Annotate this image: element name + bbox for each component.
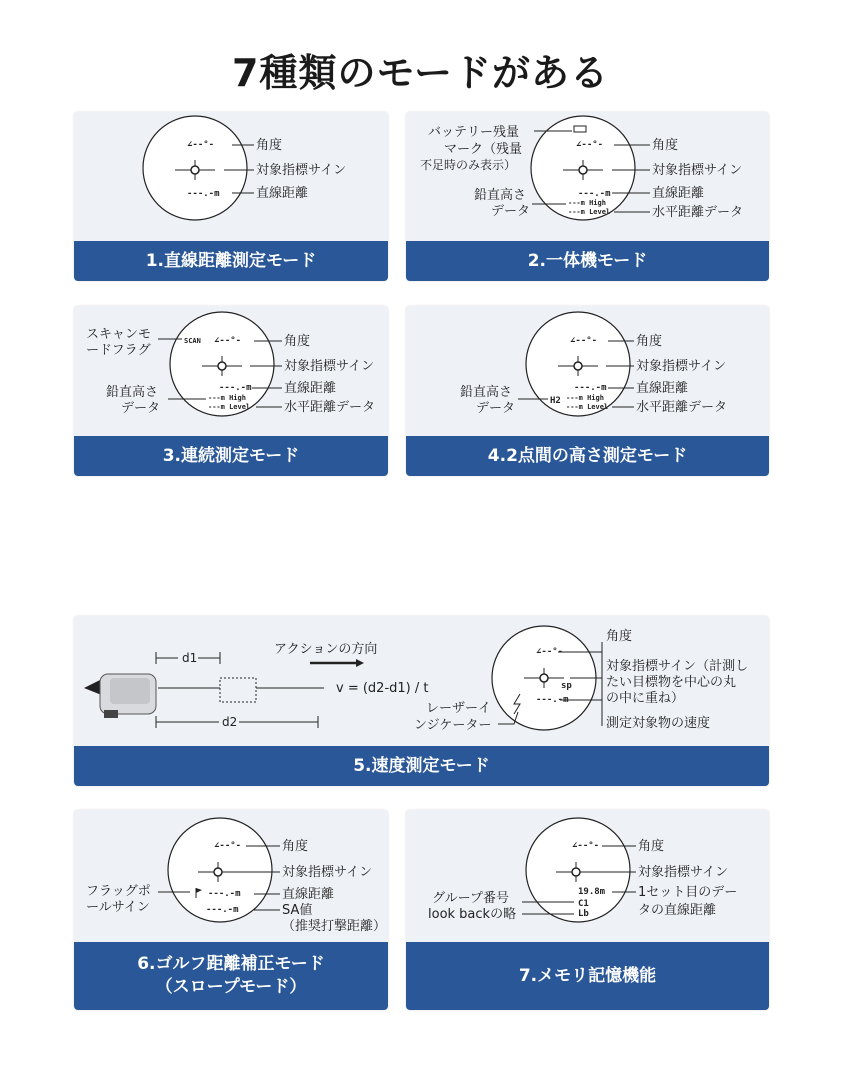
mode5-banner: 5.速度測定モード [74,746,769,786]
rangefinder-device-icon [84,674,156,718]
angle-readout: ∠--°- [214,336,242,346]
distance-readout: ---.-m [219,383,252,393]
angle-readout: ∠--°- [570,336,598,346]
angle-readout: ∠--°- [536,647,564,657]
label-battery-1: バッテリー残量 [428,125,520,140]
label-target-1: 対象指標サイン（計測し [606,659,749,674]
mode-card-5 [74,616,769,786]
speed-formula: v = (d2-d1) / t [336,681,429,696]
label-scan-flag-2: ードフラグ [86,343,151,358]
mode-card-2 [406,112,769,281]
label-laser-1: レーザーイ [426,701,492,716]
label-vertical-2: データ [121,401,161,416]
label-angle: 角度 [652,138,679,153]
label-target-2: たい目標物を中心の丸 [606,675,737,690]
label-line-distance: 直線距離 [284,381,337,396]
label-d2: d2 [222,715,238,729]
label-angle: 角度 [638,839,665,854]
h2-readout: H2 [550,396,561,406]
mode2-banner: 2.一体機モード [406,241,769,281]
label-laser-2: ンジケーター [414,718,492,733]
target-box [220,678,256,702]
mode-card-1 [74,112,388,281]
angle-readout: ∠--°- [576,140,604,150]
label-line-distance: 直線距離 [282,887,335,902]
label-line-distance: 直線距離 [636,381,689,396]
mode3-banner: 3.連続測定モード [74,436,388,476]
label-target: 対象指標サイン [284,359,375,374]
mode-card-6 [74,810,388,1010]
label-angle: 角度 [636,334,663,349]
high-readout: ---m High [568,199,606,207]
mode6-banner-line2: （スロープモード） [155,977,307,997]
label-target-3: の中に重ね） [606,691,685,706]
label-battery-2: マーク（残量 [444,142,523,157]
high-readout: ---m High [566,394,604,402]
label-angle: 角度 [256,138,283,153]
distance-readout: ---.-m [536,695,569,705]
scan-readout: SCAN [184,337,201,345]
label-target: 対象指標サイン [256,163,347,178]
label-horizontal: 水平距離データ [284,400,376,415]
label-battery-3: 不足時のみ表示） [420,158,517,172]
angle-readout: ∠--°- [572,841,600,851]
label-horizontal: 水平距離データ [636,400,728,415]
distance-readout: ---.-m [574,383,607,393]
battery-icon [574,126,586,132]
angle-readout: ∠--°- [214,841,242,851]
label-target: 対象指標サイン [282,865,373,880]
label-vertical-1: 鉛直高さ [474,188,527,203]
arrow-right-icon [310,659,364,667]
sp-readout: sp [561,681,572,691]
level-readout: ---m Level [566,403,609,411]
sa-readout: ---.-m [206,905,239,915]
label-vertical-1: 鉛直高さ [460,385,513,400]
label-vertical-2: データ [491,204,531,219]
label-line-distance: 直線距離 [256,186,309,201]
label-vertical-2: データ [476,401,516,416]
mode1-banner: 1.直線距離測定モード [74,241,388,281]
label-flag-1: フラッグポ [86,884,151,899]
label-sa-2: （推奨打撃距離） [282,919,387,934]
label-scan-flag-1: スキャンモ [86,327,152,342]
label-angle: 角度 [606,629,633,644]
mode6-banner [74,942,388,1010]
label-sa-1: SA値 [282,903,313,918]
label-angle: 角度 [284,334,311,349]
level-readout: ---m Level [568,208,611,216]
distance-readout: ---.-m [208,889,241,899]
label-vertical-1: 鉛直高さ [106,385,159,400]
label-d1: d1 [182,651,198,665]
mode6-banner-line1: 6.ゴルフ距離補正モード [137,954,325,975]
distance-readout: ---.-m [578,189,611,199]
mode7-banner: 7.メモリ記憶機能 [406,942,769,1010]
mode-card-4 [406,306,769,476]
level-readout: ---m Level [208,403,251,411]
mode-card-3 [74,306,388,476]
label-horizontal: 水平距離データ [652,205,744,220]
page-title: 7種類のモードがある [232,51,609,95]
label-group-1: グループ番号 [432,891,509,906]
label-target: 対象指標サイン [638,865,729,880]
label-line-distance: 直線距離 [652,186,705,201]
label-group-2: look backの略 [428,907,517,922]
mode4-banner: 4.2点間の高さ測定モード [406,436,769,476]
label-target: 対象指標サイン [652,163,743,178]
label-speed: 測定対象物の速度 [606,716,711,731]
label-flag-2: ールサイン [86,900,150,915]
label-target: 対象指標サイン [636,359,727,374]
angle-readout: ∠--°- [187,140,215,150]
group-readout: C1 [578,899,589,909]
high-readout: ---m High [208,394,246,402]
distance-readout: ---.-m [187,189,220,199]
lookback-readout: Lb [578,909,589,919]
label-action-direction: アクションの方向 [274,642,378,657]
mode-card-7 [406,810,769,1010]
label-first-set-2: タの直線距離 [638,903,717,918]
memory-readout: 19.8m [578,887,606,897]
label-angle: 角度 [282,839,309,854]
label-first-set-1: 1セット目のデー [638,885,738,900]
